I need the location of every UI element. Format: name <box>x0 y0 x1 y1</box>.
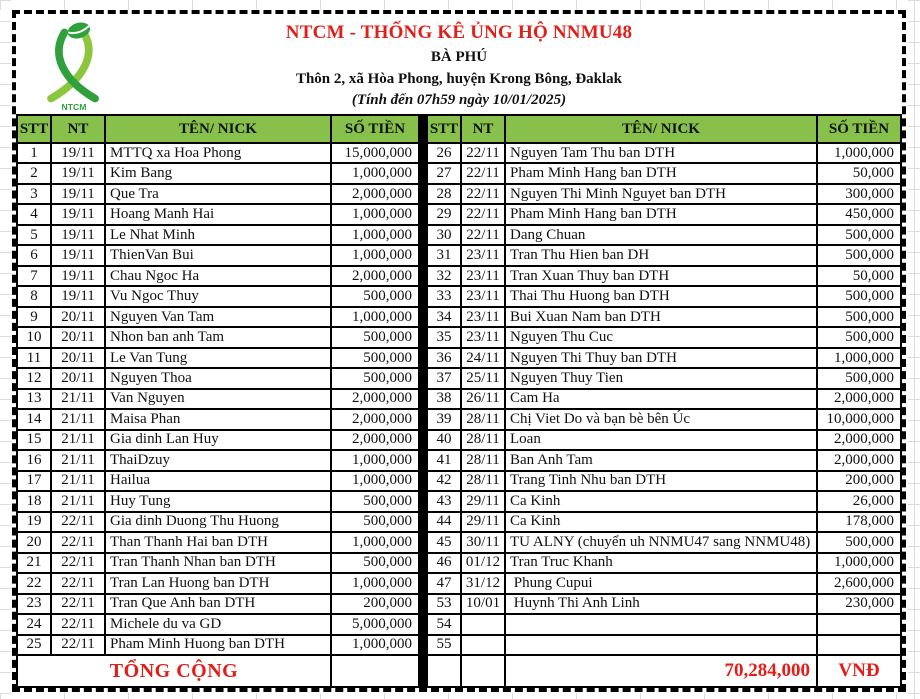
amount-cell-left: 2,000,000 <box>332 410 418 428</box>
name-cell-left: Le Nhat Minh <box>106 226 330 244</box>
stt-cell-right: 30 <box>428 226 460 244</box>
stt-cell-left: 8 <box>18 287 50 305</box>
stt-cell-right: 46 <box>428 554 460 572</box>
name-cell-left: Than Thanh Hai ban DTH <box>106 533 330 551</box>
amount-cell-right: 50,000 <box>818 164 900 182</box>
name-cell-left: Tran Lan Huong ban DTH <box>106 574 330 592</box>
name-cell-right: Trang Tinh Nhu ban DTH <box>506 472 816 490</box>
amount-cell-right: 1,000,000 <box>818 349 900 367</box>
spreadsheet-gridlines-top <box>0 0 920 10</box>
name-cell-left: Kim Bang <box>106 164 330 182</box>
date-cell-left: 22/11 <box>52 554 104 572</box>
amount-cell-left: 15,000,000 <box>332 144 418 162</box>
column-header-right-2: TÊN/ NICK <box>506 116 816 142</box>
amount-cell-left: 1,000,000 <box>332 205 418 223</box>
stt-cell-left: 24 <box>18 615 50 633</box>
stt-cell-left: 13 <box>18 390 50 408</box>
sheet-header <box>16 14 902 114</box>
amount-cell-right: 230,000 <box>818 595 900 613</box>
date-cell-left: 21/11 <box>52 451 104 469</box>
amount-cell-right: 500,000 <box>818 308 900 326</box>
amount-cell-right: 500,000 <box>818 328 900 346</box>
name-cell-left: ThienVan Bui <box>106 246 330 264</box>
amount-cell-left: 1,000,000 <box>332 636 418 654</box>
date-cell-right: 22/11 <box>462 226 504 244</box>
date-cell-right: 22/11 <box>462 164 504 182</box>
name-cell-left: Van Nguyen <box>106 390 330 408</box>
amount-cell-left: 1,000,000 <box>332 451 418 469</box>
date-cell-right <box>462 615 504 633</box>
date-cell-left: 19/11 <box>52 267 104 285</box>
page-title: NTCM - THỐNG KÊ ỦNG HỘ NNMU48 <box>285 22 633 43</box>
name-cell-left: Hailua <box>106 472 330 490</box>
date-cell-right: 23/11 <box>462 328 504 346</box>
date-cell-left: 19/11 <box>52 144 104 162</box>
name-cell-left: Huy Tung <box>106 492 330 510</box>
name-cell-right: Nguyen Thuy Tien <box>506 369 816 387</box>
date-cell-left: 22/11 <box>52 574 104 592</box>
stt-cell-left: 2 <box>18 164 50 182</box>
name-cell-left: ThaiDzuy <box>106 451 330 469</box>
amount-cell-left: 5,000,000 <box>332 615 418 633</box>
name-cell-left: Nguyen Van Tam <box>106 308 330 326</box>
stt-cell-right: 34 <box>428 308 460 326</box>
stt-cell-right: 53 <box>428 595 460 613</box>
spreadsheet-gridlines-right <box>908 0 920 699</box>
stt-cell-right: 44 <box>428 513 460 531</box>
name-cell-left: Le Van Tung <box>106 349 330 367</box>
amount-cell-right: 500,000 <box>818 287 900 305</box>
amount-cell-right <box>818 636 900 654</box>
amount-cell-left: 1,000,000 <box>332 226 418 244</box>
date-cell-left: 22/11 <box>52 513 104 531</box>
amount-cell-left: 500,000 <box>332 554 418 572</box>
total-amount: 70,284,000 <box>506 656 816 686</box>
amount-cell-left: 500,000 <box>332 349 418 367</box>
name-cell-right: Thai Thu Huong ban DTH <box>506 287 816 305</box>
name-cell-left: Michele du va GD <box>106 615 330 633</box>
date-cell-left: 19/11 <box>52 205 104 223</box>
date-cell-right: 28/11 <box>462 472 504 490</box>
date-cell-right: 31/12 <box>462 574 504 592</box>
name-cell-right: Ban Anh Tam <box>506 451 816 469</box>
name-cell-left: Gia dinh Lan Huy <box>106 431 330 449</box>
date-cell-left: 19/11 <box>52 164 104 182</box>
date-cell-right: 22/11 <box>462 185 504 203</box>
stt-cell-left: 7 <box>18 267 50 285</box>
stt-cell-right: 31 <box>428 246 460 264</box>
stt-cell-left: 15 <box>18 431 50 449</box>
date-cell-left: 20/11 <box>52 349 104 367</box>
stt-cell-left: 11 <box>18 349 50 367</box>
date-cell-right: 22/11 <box>462 205 504 223</box>
stt-cell-right: 35 <box>428 328 460 346</box>
name-cell-right: TU ALNY (chuyển uh NNMU47 sang NNMU48) <box>506 533 816 551</box>
amount-cell-right: 1,000,000 <box>818 554 900 572</box>
stt-cell-left: 25 <box>18 636 50 654</box>
date-cell-right: 29/11 <box>462 513 504 531</box>
stt-cell-right: 39 <box>428 410 460 428</box>
total-right-stt-cell <box>428 656 460 686</box>
stt-cell-left: 9 <box>18 308 50 326</box>
logo-text: NTCM <box>61 102 87 112</box>
date-cell-right: 28/11 <box>462 451 504 469</box>
stt-cell-right: 47 <box>428 574 460 592</box>
amount-cell-left: 1,000,000 <box>332 472 418 490</box>
name-cell-right: Ca Kinh <box>506 492 816 510</box>
name-cell-right: Pham Minh Hang ban DTH <box>506 205 816 223</box>
amount-cell-left: 1,000,000 <box>332 308 418 326</box>
amount-cell-left: 2,000,000 <box>332 185 418 203</box>
amount-cell-left: 1,000,000 <box>332 574 418 592</box>
stt-cell-left: 10 <box>18 328 50 346</box>
print-page <box>12 10 906 692</box>
stt-cell-right: 54 <box>428 615 460 633</box>
name-cell-left: Que Tra <box>106 185 330 203</box>
total-label: TỔNG CỘNG <box>18 656 330 686</box>
date-cell-left: 22/11 <box>52 595 104 613</box>
amount-cell-right: 50,000 <box>818 267 900 285</box>
date-cell-left: 21/11 <box>52 390 104 408</box>
stt-cell-right: 33 <box>428 287 460 305</box>
column-header-left-1: NT <box>52 116 104 142</box>
beneficiary-name: BÀ PHÚ <box>430 48 488 65</box>
amount-cell-right: 26,000 <box>818 492 900 510</box>
name-cell-left: Tran Thanh Nhan ban DTH <box>106 554 330 572</box>
amount-cell-left: 500,000 <box>332 369 418 387</box>
name-cell-left: Nhon ban anh Tam <box>106 328 330 346</box>
name-cell-right: Phung Cupui <box>506 574 816 592</box>
date-cell-left: 21/11 <box>52 492 104 510</box>
amount-cell-right: 10,000,000 <box>818 410 900 428</box>
stt-cell-left: 6 <box>18 246 50 264</box>
amount-cell-left: 500,000 <box>332 513 418 531</box>
date-cell-right: 22/11 <box>462 144 504 162</box>
amount-cell-right: 2,000,000 <box>818 451 900 469</box>
amount-cell-right: 2,000,000 <box>818 431 900 449</box>
name-cell-left: Hoang Manh Hai <box>106 205 330 223</box>
total-left-amount-cell <box>332 656 418 686</box>
as-of-timestamp: (Tính đến 07h59 ngày 10/01/2025) <box>351 91 567 108</box>
date-cell-left: 19/11 <box>52 287 104 305</box>
amount-cell-left: 500,000 <box>332 492 418 510</box>
stt-cell-right: 42 <box>428 472 460 490</box>
stt-cell-right: 38 <box>428 390 460 408</box>
stt-cell-left: 12 <box>18 369 50 387</box>
stt-cell-left: 14 <box>18 410 50 428</box>
name-cell-left: Gia dinh Duong Thu Huong <box>106 513 330 531</box>
stt-cell-left: 5 <box>18 226 50 244</box>
name-cell-right: Dang Chuan <box>506 226 816 244</box>
name-cell-right <box>506 636 816 654</box>
spreadsheet-gridlines-bottom <box>0 693 920 699</box>
amount-cell-left: 2,000,000 <box>332 431 418 449</box>
amount-cell-right <box>818 615 900 633</box>
name-cell-right: Bui Xuan Nam ban DTH <box>506 308 816 326</box>
stt-cell-left: 20 <box>18 533 50 551</box>
stt-cell-left: 22 <box>18 574 50 592</box>
amount-cell-left: 2,000,000 <box>332 390 418 408</box>
stt-cell-right: 28 <box>428 185 460 203</box>
date-cell-left: 20/11 <box>52 308 104 326</box>
stt-cell-left: 1 <box>18 144 50 162</box>
name-cell-right: Nguyen Thi Thuy ban DTH <box>506 349 816 367</box>
name-cell-left: Vu Ngoc Thuy <box>106 287 330 305</box>
name-cell-left: Tran Que Anh ban DTH <box>106 595 330 613</box>
amount-cell-right: 2,000,000 <box>818 390 900 408</box>
name-cell-left: MTTQ xa Hoa Phong <box>106 144 330 162</box>
stt-cell-left: 23 <box>18 595 50 613</box>
stt-cell-right: 55 <box>428 636 460 654</box>
stt-cell-right: 27 <box>428 164 460 182</box>
date-cell-left: 22/11 <box>52 636 104 654</box>
stt-cell-left: 19 <box>18 513 50 531</box>
column-header-right-1: NT <box>462 116 504 142</box>
date-cell-left: 21/11 <box>52 410 104 428</box>
ntcm-logo-icon <box>34 20 114 112</box>
date-cell-right: 28/11 <box>462 410 504 428</box>
name-cell-left: Nguyen Thoa <box>106 369 330 387</box>
amount-cell-left: 2,000,000 <box>332 267 418 285</box>
amount-cell-right: 1,000,000 <box>818 144 900 162</box>
amount-cell-left: 500,000 <box>332 328 418 346</box>
name-cell-right: Chị Viet Do và bạn bè bên Úc <box>506 410 816 428</box>
currency-label: VNĐ <box>818 656 900 686</box>
date-cell-left: 19/11 <box>52 226 104 244</box>
stt-cell-right: 26 <box>428 144 460 162</box>
date-cell-right <box>462 636 504 654</box>
date-cell-right: 28/11 <box>462 431 504 449</box>
stt-cell-right: 43 <box>428 492 460 510</box>
stt-cell-left: 3 <box>18 185 50 203</box>
date-cell-right: 24/11 <box>462 349 504 367</box>
stt-cell-right: 41 <box>428 451 460 469</box>
amount-cell-left: 1,000,000 <box>332 533 418 551</box>
amount-cell-left: 500,000 <box>332 287 418 305</box>
amount-cell-right: 300,000 <box>818 185 900 203</box>
amount-cell-right: 500,000 <box>818 533 900 551</box>
amount-cell-right: 178,000 <box>818 513 900 531</box>
date-cell-left: 21/11 <box>52 431 104 449</box>
date-cell-left: 20/11 <box>52 328 104 346</box>
stt-cell-right: 45 <box>428 533 460 551</box>
stt-cell-left: 17 <box>18 472 50 490</box>
date-cell-right: 23/11 <box>462 267 504 285</box>
name-cell-right: Tran Thu Hien ban DH <box>506 246 816 264</box>
name-cell-right: Ca Kinh <box>506 513 816 531</box>
donation-table <box>16 114 902 688</box>
name-cell-right <box>506 615 816 633</box>
date-cell-right: 23/11 <box>462 287 504 305</box>
name-cell-right: Tran Truc Khanh <box>506 554 816 572</box>
name-cell-right: Pham Minh Hang ban DTH <box>506 164 816 182</box>
name-cell-right: Tran Xuan Thuy ban DTH <box>506 267 816 285</box>
column-header-right-0: STT <box>428 116 460 142</box>
date-cell-right: 25/11 <box>462 369 504 387</box>
stt-cell-right: 36 <box>428 349 460 367</box>
column-header-right-3: SỐ TIỀN <box>818 116 900 142</box>
date-cell-left: 22/11 <box>52 615 104 633</box>
amount-cell-right: 500,000 <box>818 246 900 264</box>
name-cell-left: Maisa Phan <box>106 410 330 428</box>
name-cell-right: Huynh Thi Anh Linh <box>506 595 816 613</box>
name-cell-right: Nguyen Thu Cuc <box>506 328 816 346</box>
amount-cell-right: 200,000 <box>818 472 900 490</box>
date-cell-right: 01/12 <box>462 554 504 572</box>
date-cell-left: 19/11 <box>52 246 104 264</box>
beneficiary-address: Thôn 2, xã Hòa Phong, huyện Krong Bông, Đaklak <box>295 71 623 88</box>
amount-cell-left: 200,000 <box>332 595 418 613</box>
name-cell-right: Loan <box>506 431 816 449</box>
amount-cell-right: 500,000 <box>818 226 900 244</box>
stt-cell-right: 29 <box>428 205 460 223</box>
date-cell-left: 19/11 <box>52 185 104 203</box>
stt-cell-left: 18 <box>18 492 50 510</box>
spreadsheet-gridlines-left <box>0 0 11 699</box>
stt-cell-left: 4 <box>18 205 50 223</box>
name-cell-right: Cam Ha <box>506 390 816 408</box>
name-cell-left: Pham Minh Huong ban DTH <box>106 636 330 654</box>
column-header-left-3: SỐ TIỀN <box>332 116 418 142</box>
amount-cell-left: 1,000,000 <box>332 246 418 264</box>
date-cell-right: 10/01 <box>462 595 504 613</box>
date-cell-left: 22/11 <box>52 533 104 551</box>
stt-cell-left: 21 <box>18 554 50 572</box>
amount-cell-left: 1,000,000 <box>332 164 418 182</box>
name-cell-right: Nguyen Tam Thu ban DTH <box>506 144 816 162</box>
section-divider <box>420 116 426 686</box>
stt-cell-left: 16 <box>18 451 50 469</box>
amount-cell-right: 450,000 <box>818 205 900 223</box>
amount-cell-right: 500,000 <box>818 369 900 387</box>
date-cell-right: 29/11 <box>462 492 504 510</box>
date-cell-right: 23/11 <box>462 308 504 326</box>
stt-cell-right: 40 <box>428 431 460 449</box>
amount-cell-right: 2,600,000 <box>818 574 900 592</box>
date-cell-left: 20/11 <box>52 369 104 387</box>
name-cell-right: Nguyen Thi Minh Nguyet ban DTH <box>506 185 816 203</box>
date-cell-right: 23/11 <box>462 246 504 264</box>
column-header-left-0: STT <box>18 116 50 142</box>
total-right-date-cell <box>462 656 504 686</box>
date-cell-left: 21/11 <box>52 472 104 490</box>
name-cell-left: Chau Ngoc Ha <box>106 267 330 285</box>
stt-cell-right: 32 <box>428 267 460 285</box>
date-cell-right: 30/11 <box>462 533 504 551</box>
column-header-left-2: TÊN/ NICK <box>106 116 330 142</box>
stt-cell-right: 37 <box>428 369 460 387</box>
date-cell-right: 26/11 <box>462 390 504 408</box>
